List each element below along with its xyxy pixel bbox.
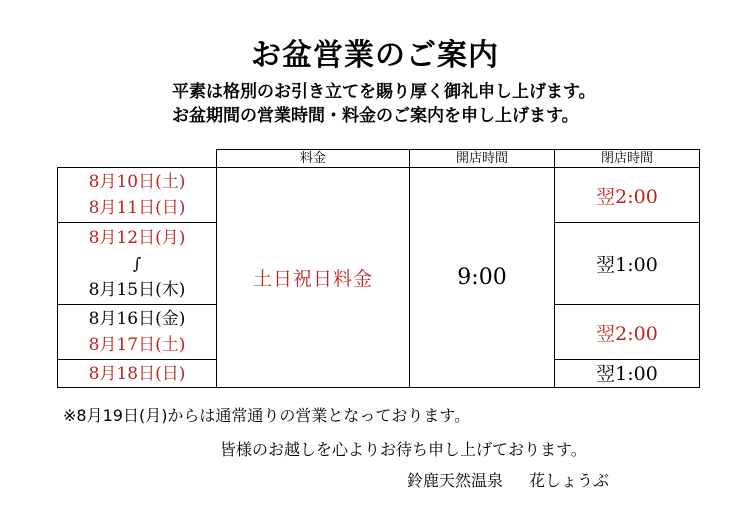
facility-name: 鈴鹿天然温泉 [407,471,504,490]
footnote: ※8月19日(月)からは通常通りの営業となっております。 [63,406,471,425]
intro-line-1: 平素は格別のお引き立てを賜り厚く御礼申し上げます。 [172,82,596,102]
close-time-cell-2: 翌1:00 [555,223,700,305]
date-cell-aug16-17 [58,305,217,360]
date-aug15: 8月15日(木) [88,279,186,300]
table-row [58,168,700,223]
range-mark: ∫ [132,253,142,273]
store-name: 花しょうぶ [529,471,610,490]
schedule-table [57,149,700,388]
header-blank-cell [58,150,217,168]
close-time-cell-4: 翌1:00 [555,360,700,388]
header-open: 開店時間 [410,150,555,168]
date-aug16: 8月16日(金) [88,309,186,329]
date-cell-aug12-15 [58,223,217,305]
close-time-cell-1: 翌2:00 [555,168,700,223]
date-aug10: 8月10日(土) [88,172,186,192]
date-aug18: 8月18日(日) [58,360,217,388]
page-title: お盆営業のご案内 [251,38,499,73]
header-rate: 料金 [217,150,410,168]
signature [407,468,609,491]
date-cell-aug10-11 [58,168,217,223]
intro-line-2: お盆期間の営業時間・料金のご案内を申し上げます。 [172,106,579,126]
rate-cell: 土日祝日料金 [217,168,410,388]
date-aug11: 8月11日(日) [88,198,186,218]
table-header-row [58,150,700,168]
date-aug12: 8月12日(月) [88,227,186,248]
close-time-cell-3: 翌2:00 [555,305,700,360]
header-close: 閉店時間 [555,150,700,168]
closing-message: 皆様のお越しを心よりお待ち申し上げております。 [220,440,587,459]
open-time-cell: 9:00 [410,168,555,388]
date-aug17: 8月17日(土) [88,335,186,355]
